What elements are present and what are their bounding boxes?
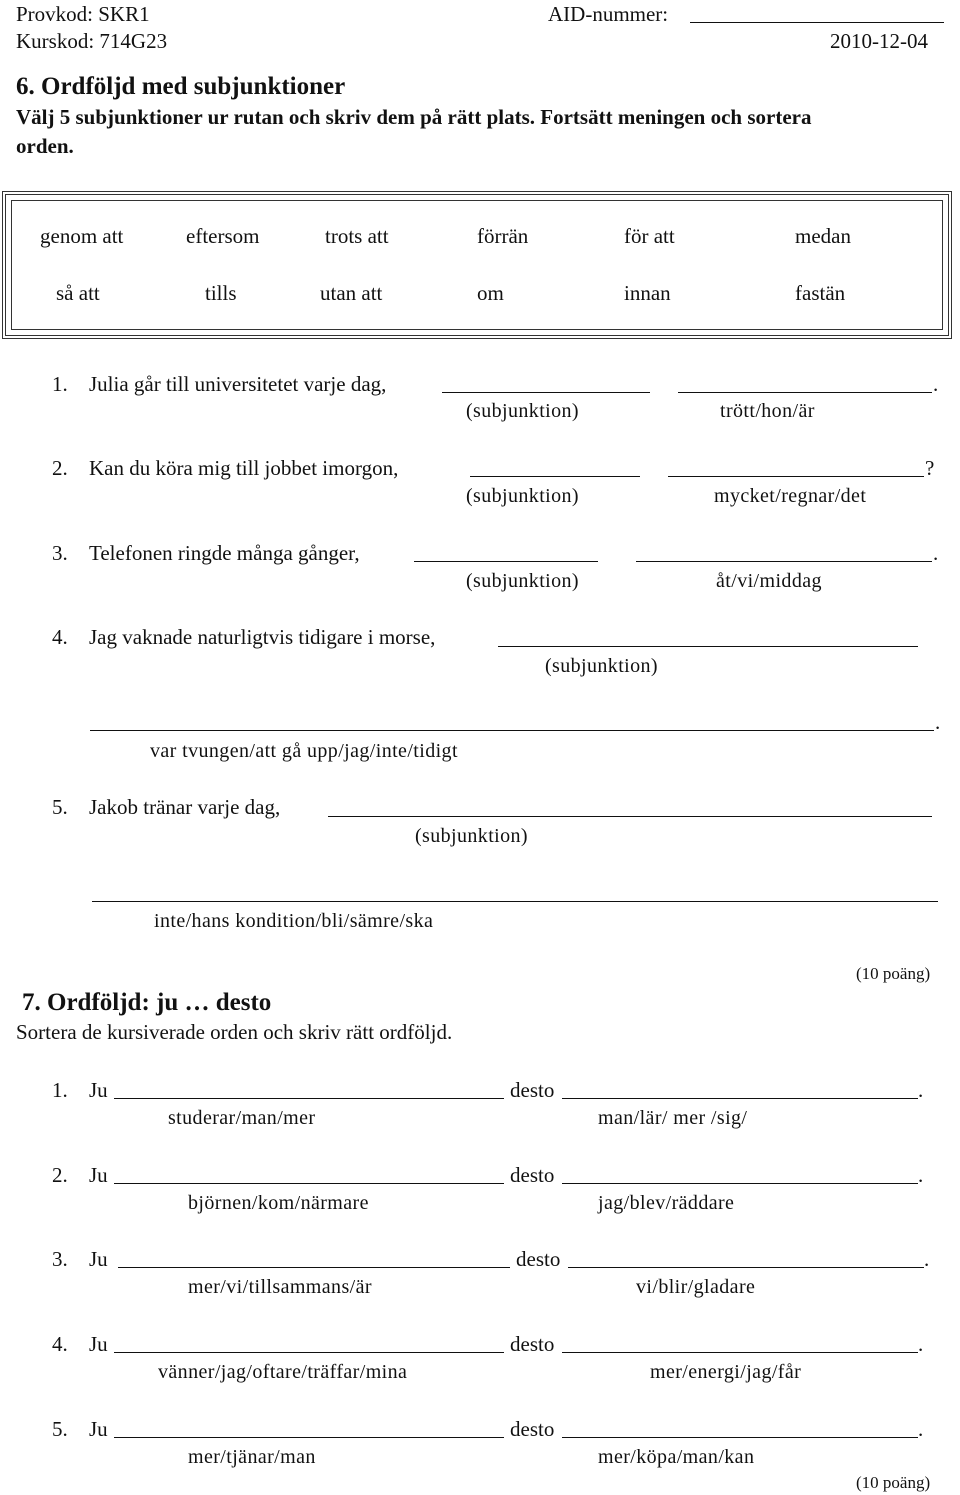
hint-ju: studerar/man/mer (168, 1107, 316, 1129)
desto-word: desto (510, 1163, 555, 1187)
word-option: om (477, 281, 504, 305)
desto-word: desto (510, 1332, 555, 1356)
answer-blank[interactable] (678, 392, 932, 393)
word-option: tills (205, 281, 237, 305)
item-sentence: Jag vaknade naturligtvis tidigare i morse, (89, 625, 436, 649)
hint-ju: björnen/kom/närmare (188, 1192, 369, 1214)
item-sentence: Jakob tränar varje dag, (89, 795, 281, 819)
ju-word: Ju (89, 1332, 108, 1356)
item-sentence: Kan du köra mig till jobbet imorgon, (89, 456, 399, 480)
item-number: 3. (52, 1247, 68, 1271)
answer-blank[interactable] (90, 730, 934, 731)
word-option: trots att (325, 224, 389, 248)
item-number: 3. (52, 541, 68, 565)
word-option: innan (624, 281, 671, 305)
hint-words: åt/vi/middag (716, 570, 822, 592)
sentence-end: . (924, 1247, 930, 1271)
item-number: 1. (52, 1078, 68, 1102)
desto-blank[interactable] (562, 1098, 918, 1099)
word-option: eftersom (186, 224, 260, 248)
subjunction-blank[interactable] (328, 816, 932, 817)
hint-words: mycket/regnar/det (714, 485, 867, 507)
hint-desto: mer/energi/jag/får (650, 1361, 802, 1383)
word-option: förrän (477, 224, 529, 248)
subjunction-word-box (2, 191, 952, 339)
item-number: 2. (52, 1163, 68, 1187)
sentence-end: . (933, 541, 939, 565)
ju-word: Ju (89, 1078, 108, 1102)
section6-instruction-line1: Välj 5 subjunktioner ur rutan och skriv dem på rätt plats. Fortsätt meningen och sortera (16, 105, 812, 129)
word-option: utan att (320, 281, 383, 305)
item-sentence: Julia går till universitetet varje dag, (89, 372, 387, 396)
subjunction-blank[interactable] (498, 646, 918, 647)
hint-desto: vi/blir/gladare (636, 1276, 756, 1298)
hint-subjunction: (subjunktion) (466, 400, 579, 422)
item-number: 4. (52, 625, 68, 649)
hint-words: trött/hon/är (720, 400, 815, 422)
answer-blank[interactable] (92, 901, 938, 902)
hint-subjunction: (subjunktion) (545, 655, 658, 677)
ju-blank[interactable] (114, 1352, 504, 1353)
item-sentence: Telefonen ringde många gånger, (89, 541, 360, 565)
answer-blank[interactable] (636, 561, 932, 562)
sentence-end: . (933, 372, 939, 396)
hint-words: var tvungen/att gå upp/jag/inte/tidigt (150, 740, 458, 762)
desto-blank[interactable] (562, 1352, 918, 1353)
item-number: 2. (52, 456, 68, 480)
desto-word: desto (510, 1078, 555, 1102)
hint-ju: mer/tjänar/man (188, 1446, 316, 1468)
item-number: 5. (52, 1417, 68, 1441)
word-option: så att (56, 281, 100, 305)
desto-word: desto (516, 1247, 561, 1271)
aid-number-field[interactable] (690, 22, 944, 23)
hint-words: inte/hans kondition/bli/sämre/ska (154, 910, 434, 932)
ju-word: Ju (89, 1247, 108, 1271)
ju-blank[interactable] (118, 1267, 510, 1268)
ju-word: Ju (89, 1417, 108, 1441)
provkod: Provkod: SKR1 (16, 2, 150, 26)
sentence-end: . (918, 1078, 924, 1102)
section6-title: 6. Ordföljd med subjunktioner (16, 73, 346, 100)
hint-subjunction: (subjunktion) (466, 570, 579, 592)
desto-blank[interactable] (562, 1437, 918, 1438)
hint-desto: mer/köpa/man/kan (598, 1446, 755, 1468)
section7-points: (10 poäng) (856, 1473, 931, 1492)
hint-desto: man/lär/ mer /sig/ (598, 1107, 748, 1129)
kurskod: Kurskod: 714G23 (16, 29, 168, 53)
desto-word: desto (510, 1417, 555, 1441)
date: 2010-12-04 (830, 29, 928, 53)
sentence-end: . (918, 1417, 924, 1441)
item-number: 5. (52, 795, 68, 819)
ju-word: Ju (89, 1163, 108, 1187)
hint-ju: mer/vi/tillsammans/är (188, 1276, 372, 1298)
aid-label: AID-nummer: (548, 2, 669, 26)
subjunction-blank[interactable] (414, 561, 598, 562)
hint-ju: vänner/jag/oftare/träffar/mina (158, 1361, 408, 1383)
sentence-end: . (918, 1163, 924, 1187)
item-number: 4. (52, 1332, 68, 1356)
word-option: fastän (795, 281, 846, 305)
ju-blank[interactable] (114, 1183, 504, 1184)
hint-desto: jag/blev/räddare (598, 1192, 735, 1214)
item-number: 1. (52, 372, 68, 396)
ju-blank[interactable] (114, 1098, 504, 1099)
desto-blank[interactable] (568, 1267, 924, 1268)
desto-blank[interactable] (562, 1183, 918, 1184)
section6-instruction-line2: orden. (16, 134, 74, 158)
sentence-end: . (918, 1332, 924, 1356)
word-option: för att (624, 224, 675, 248)
section7-instruction: Sortera de kursiverade orden och skriv rätt ordföljd. (16, 1020, 453, 1044)
sentence-end: ? (925, 456, 935, 480)
sentence-end: . (935, 710, 941, 734)
subjunction-blank[interactable] (470, 476, 640, 477)
subjunction-blank[interactable] (442, 392, 650, 393)
section6-points: (10 poäng) (856, 964, 931, 983)
word-option: genom att (40, 224, 124, 248)
section7-title: 7. Ordföljd: ju … desto (22, 989, 272, 1016)
hint-subjunction: (subjunktion) (415, 825, 528, 847)
hint-subjunction: (subjunktion) (466, 485, 579, 507)
answer-blank[interactable] (668, 476, 924, 477)
ju-blank[interactable] (114, 1437, 504, 1438)
word-option: medan (795, 224, 851, 248)
